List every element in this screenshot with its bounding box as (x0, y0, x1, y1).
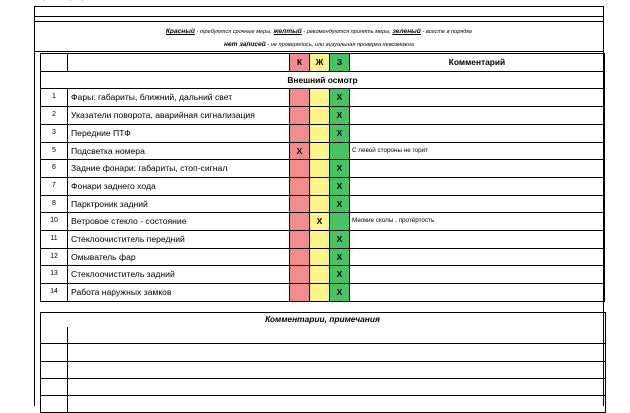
row-mark-k[interactable] (290, 107, 310, 125)
row-mark-z[interactable]: X (330, 160, 350, 178)
row-item: Стеклоочиститель задний (68, 266, 290, 284)
row-mark-z[interactable]: X (330, 177, 350, 195)
row-mark-k[interactable] (290, 160, 310, 178)
note-line[interactable] (40, 327, 605, 344)
legend-red-word: Красный (165, 28, 195, 35)
divider (35, 16, 603, 17)
legend-green-desc: - всесте в порядке (420, 29, 473, 35)
row-mark-zh[interactable] (310, 160, 330, 178)
divider (35, 21, 603, 22)
row-comment[interactable] (350, 195, 605, 213)
row-mark-z[interactable]: X (330, 248, 350, 266)
legend-none-desc: - не проверялось, или визуальная проверка невозможна (265, 42, 414, 48)
row-mark-k[interactable]: X (290, 142, 310, 160)
row-item: Парктроник задний (68, 195, 290, 213)
row-comment[interactable]: С левой стороны не горит (350, 142, 605, 160)
row-mark-z[interactable]: X (330, 231, 350, 249)
table-row (41, 89, 605, 107)
column-z-header: З (330, 54, 350, 72)
row-comment[interactable] (350, 284, 605, 302)
row-number: 10 (41, 213, 68, 231)
note-line[interactable] (40, 362, 605, 379)
row-item: Подсветка номера (68, 142, 290, 160)
note-line[interactable] (40, 396, 605, 413)
column-zh-header: Ж (310, 54, 330, 72)
row-mark-k[interactable] (290, 124, 310, 142)
section-title: Внешний осмотр (41, 71, 605, 89)
row-mark-k[interactable] (290, 266, 310, 284)
legend-red-desc: - требуются срочные меры, (194, 29, 274, 35)
row-number: 3 (41, 124, 68, 142)
table-row (41, 195, 605, 213)
row-comment[interactable] (350, 231, 605, 249)
row-mark-z[interactable]: X (330, 195, 350, 213)
row-mark-z[interactable]: X (330, 266, 350, 284)
table-row (41, 231, 605, 249)
row-mark-k[interactable] (290, 248, 310, 266)
legend-line-2 (35, 41, 603, 48)
table-row (41, 248, 605, 266)
row-item: Задние фонари: габариты, стоп-сигнал (68, 160, 290, 178)
legend-none-word: нет записей (224, 41, 266, 48)
row-comment[interactable] (350, 248, 605, 266)
row-mark-zh[interactable] (310, 107, 330, 125)
row-number: 11 (41, 231, 68, 249)
row-item: Указатели поворота, аварийная сигнализация (68, 107, 290, 125)
row-mark-k[interactable] (290, 284, 310, 302)
row-number: 5 (41, 142, 68, 160)
row-item: Ветровое стекло - состояние (68, 213, 290, 231)
row-number: 12 (41, 248, 68, 266)
row-mark-z[interactable]: X (330, 89, 350, 107)
row-item: Фары: габариты, ближний, дальний свет (68, 89, 290, 107)
row-mark-zh[interactable] (310, 195, 330, 213)
row-number: 2 (41, 107, 68, 125)
legend-green-word: зеленый (392, 28, 421, 35)
row-mark-k[interactable] (290, 177, 310, 195)
row-mark-zh[interactable] (310, 284, 330, 302)
table-row (41, 266, 605, 284)
table-row (41, 213, 605, 231)
row-comment[interactable] (350, 160, 605, 178)
section-row (41, 71, 605, 89)
checklist-sheet (34, 6, 604, 406)
note-line[interactable] (40, 379, 605, 396)
row-comment[interactable]: Мелкие сколы , протёртость (350, 213, 605, 231)
row-item: Фонари заднего хода (68, 177, 290, 195)
row-number: 7 (41, 177, 68, 195)
legend-line-1 (35, 28, 603, 35)
row-mark-zh[interactable]: X (310, 213, 330, 231)
row-number: 13 (41, 266, 68, 284)
column-comment-header: Комментарий (350, 54, 605, 72)
row-mark-k[interactable] (290, 231, 310, 249)
table-row (41, 142, 605, 160)
divider (35, 6, 603, 7)
row-number: 14 (41, 284, 68, 302)
header-blank (68, 54, 290, 72)
row-mark-z[interactable]: X (330, 124, 350, 142)
row-mark-z[interactable] (330, 142, 350, 160)
column-k-header: К (290, 54, 310, 72)
row-comment[interactable] (350, 266, 605, 284)
row-mark-k[interactable] (290, 195, 310, 213)
row-mark-zh[interactable] (310, 142, 330, 160)
top-cut-text (38, 0, 99, 1)
row-mark-z[interactable]: X (330, 284, 350, 302)
row-mark-zh[interactable] (310, 124, 330, 142)
row-mark-zh[interactable] (310, 177, 330, 195)
row-comment[interactable] (350, 177, 605, 195)
inspection-table (40, 53, 605, 302)
legend-yellow-word: желтый (273, 28, 302, 35)
column-header-row (41, 54, 605, 72)
row-mark-k[interactable] (290, 89, 310, 107)
row-item: Передние ПТФ (68, 124, 290, 142)
row-mark-z[interactable] (330, 213, 350, 231)
row-mark-zh[interactable] (310, 89, 330, 107)
row-mark-zh[interactable] (310, 248, 330, 266)
row-comment[interactable] (350, 107, 605, 125)
row-mark-zh[interactable] (310, 231, 330, 249)
table-row (41, 284, 605, 302)
row-number: 1 (41, 89, 68, 107)
row-item: Работа наружных замков (68, 284, 290, 302)
row-mark-zh[interactable] (310, 266, 330, 284)
header-blank (41, 54, 68, 72)
table-row (41, 177, 605, 195)
row-mark-k[interactable] (290, 213, 310, 231)
row-number: 6 (41, 160, 68, 178)
row-comment[interactable] (350, 89, 605, 107)
note-line[interactable] (40, 344, 605, 361)
row-number: 8 (41, 195, 68, 213)
row-item: Омыватель фар (68, 248, 290, 266)
row-comment[interactable] (350, 124, 605, 142)
notes-lines (40, 327, 605, 413)
table-row (41, 160, 605, 178)
row-mark-z[interactable]: X (330, 107, 350, 125)
table-row (41, 107, 605, 125)
legend-yellow-desc: - рекомендуются принять меры, (301, 29, 393, 35)
table-row (41, 124, 605, 142)
row-item: Стеклоочиститель передний (68, 231, 290, 249)
notes-title: Комментарии, примечания (265, 314, 380, 324)
divider (35, 51, 603, 52)
